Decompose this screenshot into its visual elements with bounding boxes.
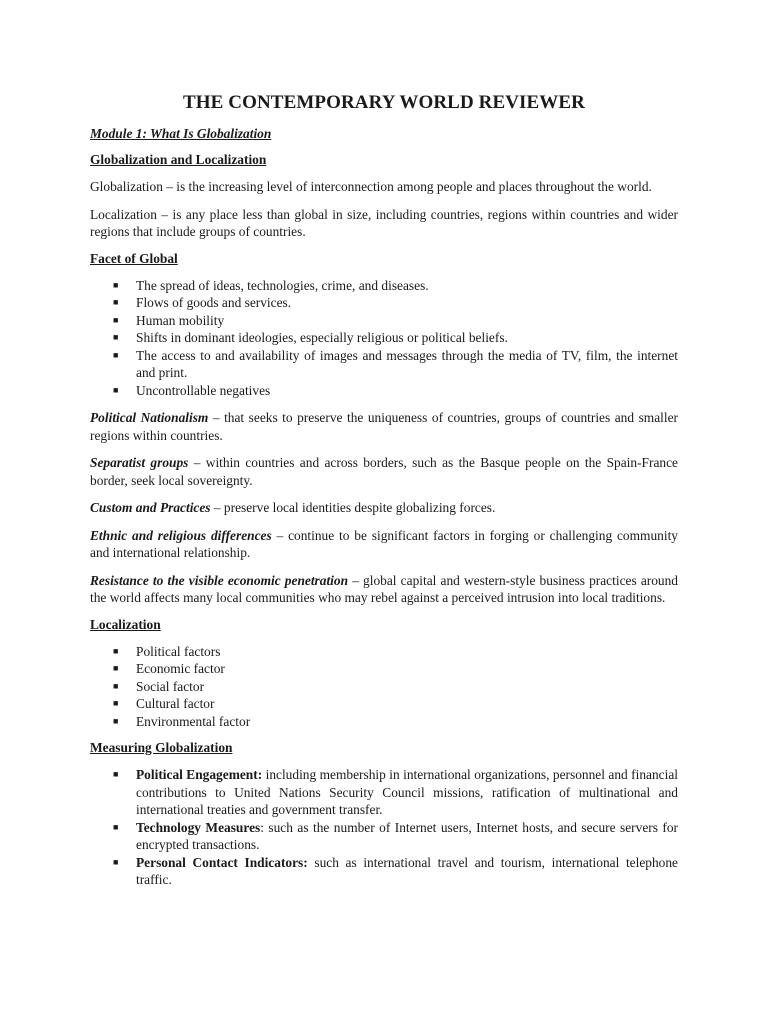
definition-text: – continue to be significant factors in forging or challenging community and international relationship. bbox=[90, 527, 678, 560]
measuring-list bbox=[90, 766, 678, 889]
bullet-icon: ■ bbox=[113, 715, 119, 726]
definition-text: – global capital and western-style business practices around the world affects many local communities who may rebel against a perceived intrusion into local traditions. bbox=[90, 572, 679, 605]
bullet-icon: ■ bbox=[113, 769, 119, 779]
bullet-icon: ■ bbox=[113, 698, 119, 708]
list-item bbox=[113, 713, 678, 731]
definition-custom-practices bbox=[90, 499, 678, 517]
bullet-icon: ■ bbox=[113, 663, 119, 673]
list-item bbox=[113, 312, 678, 330]
section-heading-globalization-localization: Globalization and Localization bbox=[90, 152, 267, 167]
list-item bbox=[113, 294, 678, 312]
globalization-definition: Globalization – is the increasing level of interconnection among people and places throughout the world. bbox=[90, 179, 652, 194]
list-item-text: The access to and availability of images and messages through the media of TV, film, the internet and print. bbox=[136, 347, 678, 380]
list-item bbox=[113, 695, 678, 713]
measure-text: such as international travel and tourism, international telephone traffic. bbox=[136, 854, 678, 887]
section-heading-measuring-globalization: Measuring Globalization bbox=[90, 740, 233, 755]
definition-term: Resistance to the visible economic penetration bbox=[90, 572, 349, 588]
bullet-icon: ■ bbox=[113, 384, 119, 395]
list-item-text: The spread of ideas, technologies, crime, and diseases. bbox=[136, 277, 429, 293]
section-heading-localization: Localization bbox=[90, 616, 161, 632]
definition-ethnic-religious bbox=[90, 527, 678, 562]
facet-list bbox=[90, 277, 678, 400]
bullet-icon: ■ bbox=[113, 680, 119, 691]
list-item bbox=[113, 382, 678, 400]
list-item-text: Cultural factor bbox=[136, 696, 215, 711]
bullet-icon: ■ bbox=[113, 297, 119, 307]
bullet-icon: ■ bbox=[113, 314, 119, 325]
list-item bbox=[113, 347, 678, 382]
module-heading: Module 1: What Is Globalization bbox=[90, 126, 272, 141]
list-item bbox=[113, 854, 678, 889]
list-item bbox=[113, 678, 678, 696]
list-item bbox=[113, 277, 678, 295]
bullet-icon: ■ bbox=[113, 349, 119, 360]
list-item bbox=[113, 660, 678, 678]
list-item bbox=[113, 643, 678, 661]
list-item bbox=[113, 329, 678, 347]
measure-text: : such as the number of Internet users, Internet hosts, and secure servers for encrypted transactions. bbox=[136, 819, 678, 852]
bullet-icon: ■ bbox=[113, 821, 119, 832]
measure-text: including membership in international organizations, personnel and financial contributions to United Nations Security Council missions, ratification of multinational and international treaties and government transfer. bbox=[136, 767, 679, 817]
localization-definition: Localization – is any place less than global in size, including countries, regions within countries and wider regions that include groups of countries. bbox=[90, 206, 678, 239]
measure-term: Political Engagement: bbox=[136, 767, 263, 782]
list-item bbox=[113, 766, 678, 819]
section-heading-facet-of-global: Facet of Global bbox=[90, 250, 178, 266]
list-item-text: Human mobility bbox=[136, 312, 225, 328]
measure-term: Personal Contact Indicators: bbox=[136, 854, 308, 870]
definition-resistance bbox=[90, 572, 678, 607]
list-item-text: Flows of goods and services. bbox=[136, 295, 292, 310]
list-item-text: Social factor bbox=[136, 678, 205, 694]
definition-term: Separatist groups bbox=[90, 455, 189, 470]
list-item-text: Environmental factor bbox=[136, 713, 251, 729]
definition-political-nationalism bbox=[90, 409, 678, 444]
definition-text: – that seeks to preserve the uniqueness of countries, groups of countries and smaller regions within countries. bbox=[90, 410, 678, 443]
list-item-text: Economic factor bbox=[136, 661, 225, 676]
list-item-text: Shifts in dominant ideologies, especially religious or political beliefs. bbox=[136, 330, 508, 345]
localization-list bbox=[90, 643, 678, 731]
definition-separatist-groups bbox=[90, 454, 678, 489]
document-title: THE CONTEMPORARY WORLD REVIEWER bbox=[183, 92, 585, 113]
bullet-icon: ■ bbox=[113, 279, 119, 290]
list-item-text: Political factors bbox=[136, 643, 221, 659]
bullet-icon: ■ bbox=[113, 856, 119, 867]
measure-term: Technology Measures bbox=[136, 819, 261, 835]
definition-term: Ethnic and religious differences bbox=[90, 527, 272, 543]
list-item-text: Uncontrollable negatives bbox=[136, 382, 271, 398]
definition-term: Political Nationalism bbox=[90, 410, 209, 425]
definition-text: – preserve local identities despite globalizing forces. bbox=[210, 500, 496, 515]
definition-text: – within countries and across borders, such as the Basque people on the Spain-France border, seek local sovereignty. bbox=[90, 455, 678, 488]
bullet-icon: ■ bbox=[113, 645, 119, 656]
bullet-icon: ■ bbox=[113, 332, 119, 342]
definition-term: Custom and Practices bbox=[90, 500, 211, 515]
list-item bbox=[113, 819, 678, 854]
